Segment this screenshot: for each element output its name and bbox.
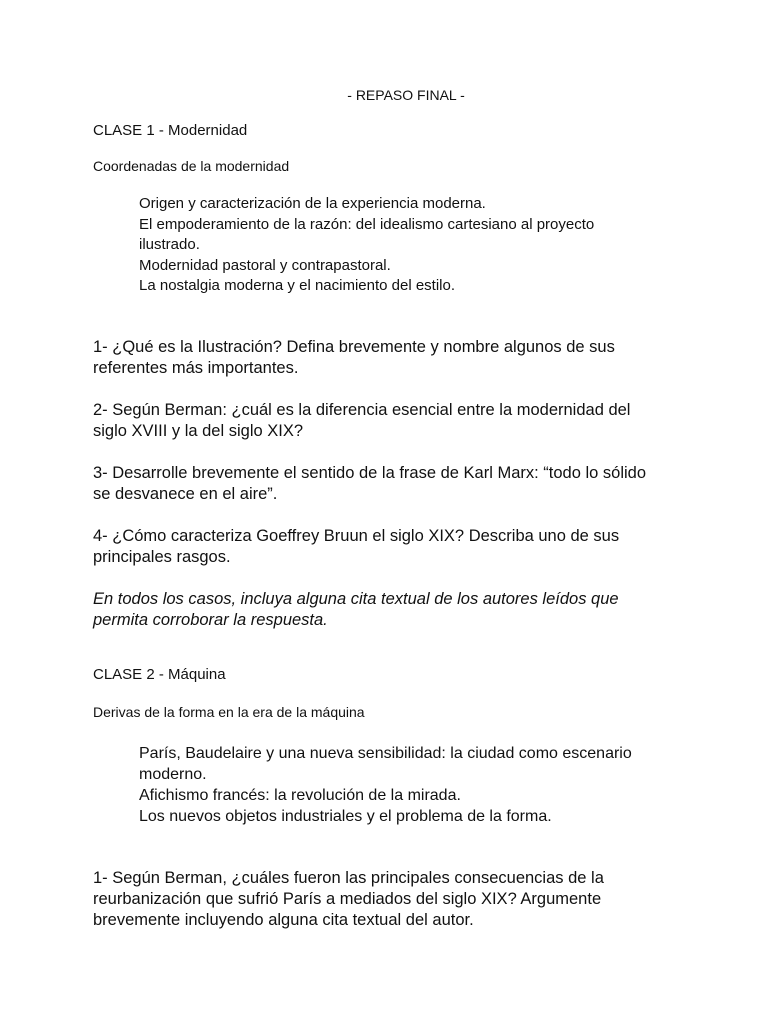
clase1-topic-list — [139, 194, 639, 297]
topic-item: Afichismo francés: la revolución de la mirada. — [139, 787, 461, 804]
clase2-topic-list — [139, 743, 664, 827]
clase2-subheading: Derivas de la forma en la era de la máquina — [93, 704, 365, 720]
topic-item: El empoderamiento de la razón: del idealismo cartesiano al proyecto ilustrado. — [139, 215, 595, 253]
clase1-note: En todos los casos, incluya alguna cita textual de los autores leídos que permita corroborar la respuesta. — [93, 590, 619, 629]
clase1-heading: CLASE 1 - Modernidad — [93, 122, 248, 139]
document-title: - REPASO FINAL - — [347, 87, 465, 103]
topic-item: Modernidad pastoral y contrapastoral. — [139, 256, 391, 274]
topic-item: Origen y caracterización de la experiencia moderna. — [139, 195, 486, 212]
topic-item: La nostalgia moderna y el nacimiento del estilo. — [139, 277, 456, 294]
clase1-question-1: 1- ¿Qué es la Ilustración? Defina brevemente y nombre algunos de sus referentes más importantes. — [93, 338, 615, 377]
topic-item: Los nuevos objetos industriales y el problema de la forma. — [139, 808, 552, 825]
clase1-question-3: 3- Desarrolle brevemente el sentido de la frase de Karl Marx: “todo lo sólido se desvanece en el aire”. — [93, 464, 647, 503]
clase1-question-2: 2- Según Berman: ¿cuál es la diferencia esencial entre la modernidad del siglo XVIII y la del siglo XIX? — [93, 401, 631, 440]
clase1-question-4: 4- ¿Cómo caracteriza Goeffrey Bruun el siglo XIX? Describa uno de sus principales rasgos. — [93, 527, 620, 566]
topic-item: París, Baudelaire y una nueva sensibilidad: la ciudad como escenario moderno. — [139, 745, 632, 783]
clase1-subheading: Coordenadas de la modernidad — [93, 158, 290, 174]
clase2-question-1: 1- Según Berman, ¿cuáles fueron las principales consecuencias de la reurbanización que sufrió París a mediados del siglo XIX? Argumente brevemente incluyendo alguna cita textual del autor. — [93, 869, 604, 929]
clase2-heading: CLASE 2 - Máquina — [93, 666, 226, 683]
